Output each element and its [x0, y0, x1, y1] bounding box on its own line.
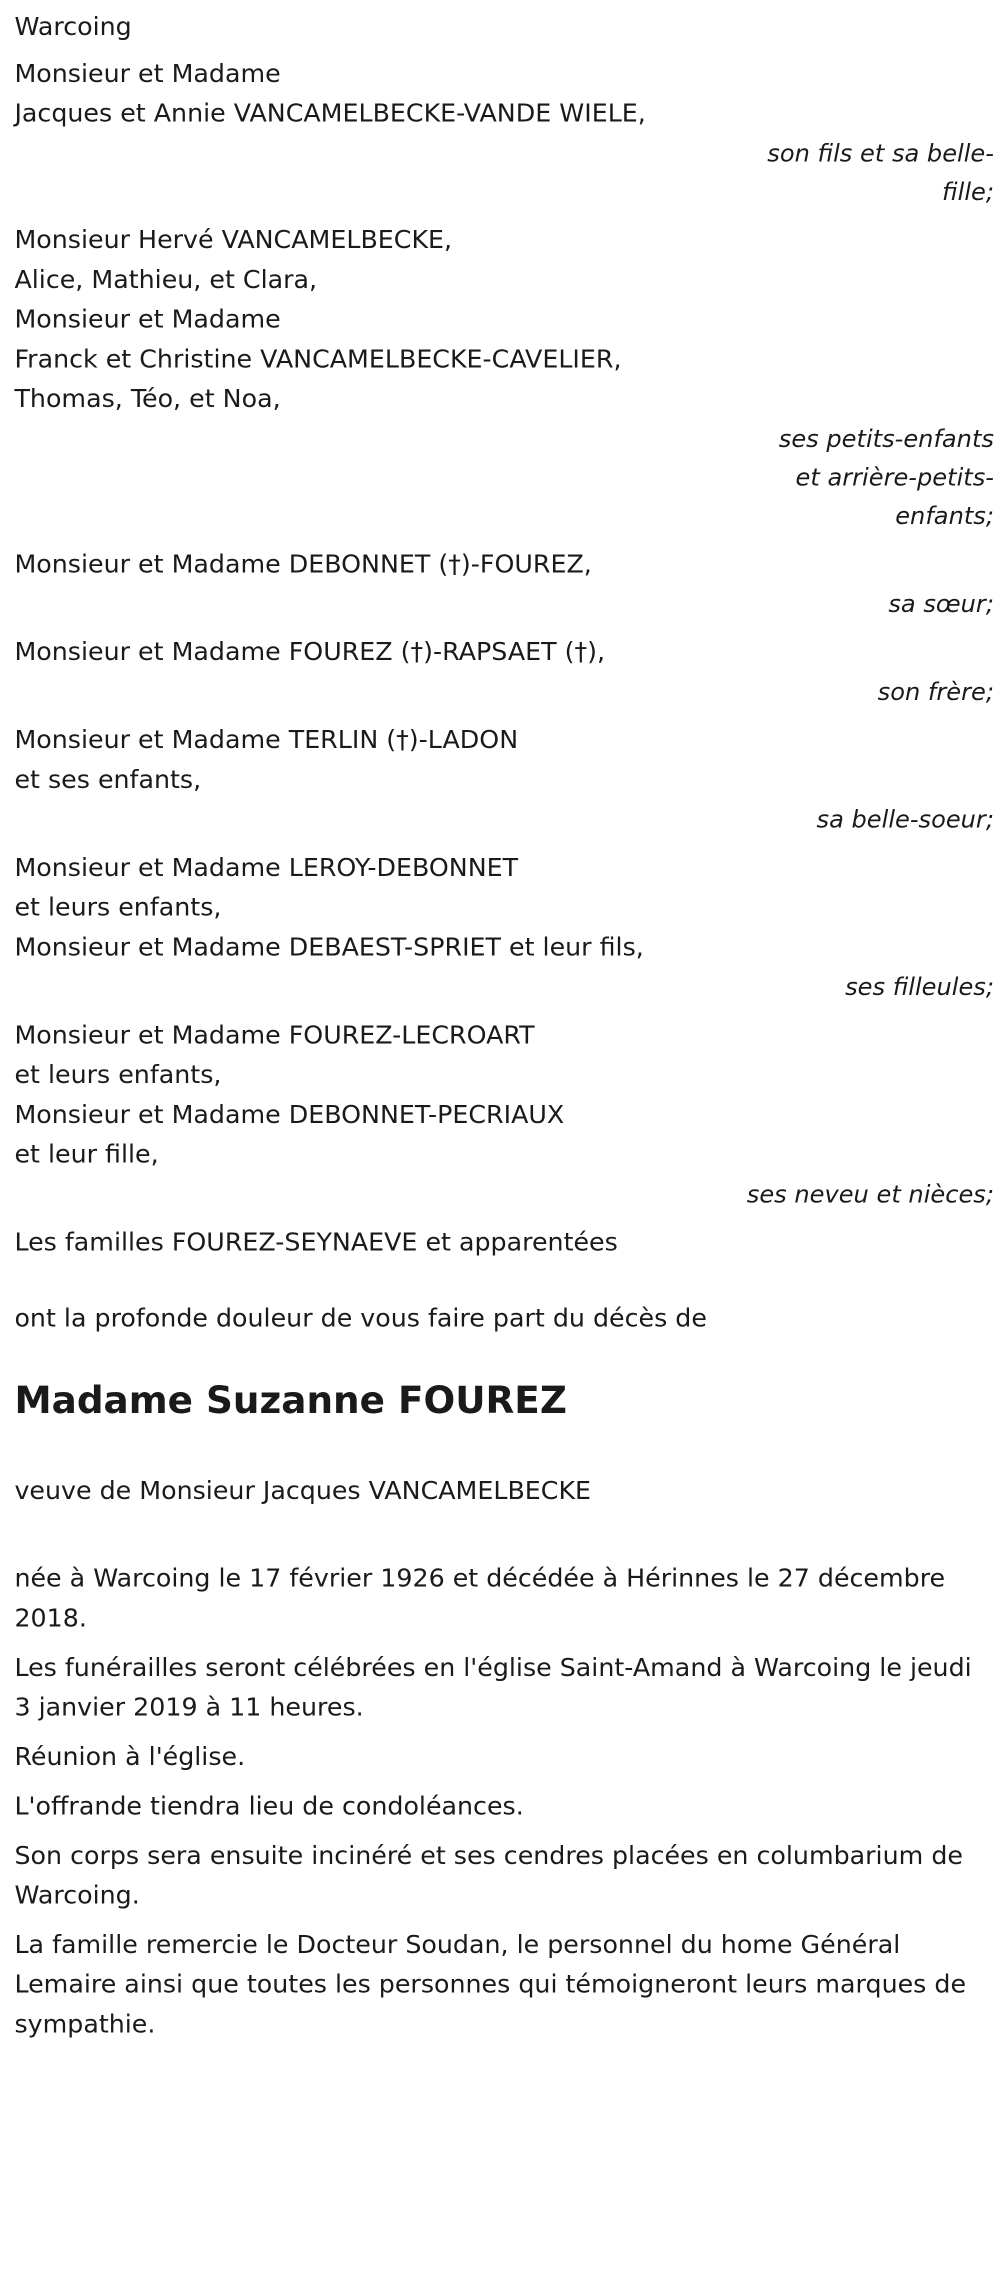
deceased-name: Madame Suzanne FOUREZ	[14, 1379, 567, 1423]
detail-paragraph: La famille remercie le Docteur Soudan, le personnel du home Général Lemaire ainsi que toutes les personnes qui témoigneront leurs marques de sympathie.	[14, 1930, 967, 2039]
family-member-line: Monsieur et Madame	[14, 59, 281, 88]
relation-label: et arrière-petits-	[795, 462, 994, 492]
family-member-line: et leur fille,	[14, 1139, 159, 1169]
family-group	[14, 220, 994, 534]
detail-paragraph: Son corps sera ensuite incinéré et ses cendres placées en columbarium de Warcoing.	[14, 1840, 963, 1910]
family-member-line: Monsieur et Madame FOUREZ-LECROART	[14, 1020, 535, 1050]
family-group	[14, 848, 994, 1006]
family-member-line: Les familles FOUREZ-SEYNAEVE et apparentées	[14, 1227, 618, 1257]
family-group	[14, 545, 994, 623]
detail-paragraph: Les funérailles seront célébrées en l'église Saint-Amand à Warcoing le jeudi 3 janvier 2019 à 11 heures.	[14, 1652, 972, 1722]
family-member-line: Monsieur Hervé VANCAMELBECKE,	[14, 225, 453, 255]
family-member-line: et leurs enfants,	[14, 1060, 222, 1090]
family-member-line: Monsieur et Madame	[14, 304, 281, 334]
family-group	[14, 720, 994, 838]
relation-label: ses petits-enfants	[778, 424, 994, 454]
relation-label: sa sœur;	[888, 589, 994, 619]
family-group	[14, 54, 994, 211]
details-paragraphs	[14, 1559, 994, 2045]
family-groups	[14, 54, 994, 1262]
relation-label: enfants;	[895, 501, 994, 531]
family-member-line: Monsieur et Madame DEBONNET (†)-FOUREZ,	[14, 549, 592, 579]
family-member-line: et leurs enfants,	[14, 892, 222, 922]
family-member-line: Alice, Mathieu, et Clara,	[14, 265, 318, 294]
family-member-line: Monsieur et Madame FOUREZ (†)-RAPSAET (†),	[14, 637, 606, 667]
announcement-intro: ont la profonde douleur de vous faire part du décès de	[14, 1303, 707, 1333]
widow-of: veuve de Monsieur Jacques VANCAMELBECKE	[14, 1475, 592, 1505]
family-member-line: Monsieur et Madame DEBONNET-PECRIAUX	[14, 1099, 565, 1129]
relation-label: fille;	[942, 177, 994, 207]
family-member-line: Monsieur et Madame LEROY-DEBONNET	[14, 852, 519, 882]
relation-label: ses neveu et nièces;	[746, 1179, 994, 1209]
family-member-line: Jacques et Annie VANCAMELBECKE-VANDE WIELE,	[14, 98, 646, 128]
city: Warcoing	[14, 12, 132, 41]
family-member-line: Thomas, Téo, et Noa,	[14, 384, 281, 414]
family-member-line: Monsieur et Madame DEBAEST-SPRIET et leur fils,	[14, 932, 644, 962]
family-group	[14, 1016, 994, 1214]
detail-paragraph: L'offrande tiendra lieu de condoléances.	[14, 1791, 524, 1821]
family-group	[14, 633, 994, 711]
relation-label: son frère;	[877, 677, 994, 707]
obituary-content	[14, 7, 994, 2044]
family-group	[14, 1223, 994, 1263]
family-member-line: et ses enfants,	[14, 765, 202, 794]
detail-paragraph: née à Warcoing le 17 février 1926 et décédée à Hérinnes le 27 décembre 2018.	[14, 1563, 946, 1633]
family-member-line: Franck et Christine VANCAMELBECKE-CAVELIER,	[14, 344, 622, 374]
relation-label: ses filleules;	[845, 972, 994, 1002]
detail-paragraph: Réunion à l'église.	[14, 1742, 246, 1772]
family-member-line: Monsieur et Madame TERLIN (†)-LADON	[14, 725, 519, 755]
relation-label: sa belle-soeur;	[816, 804, 994, 834]
relation-label: son fils et sa belle-	[767, 138, 994, 168]
